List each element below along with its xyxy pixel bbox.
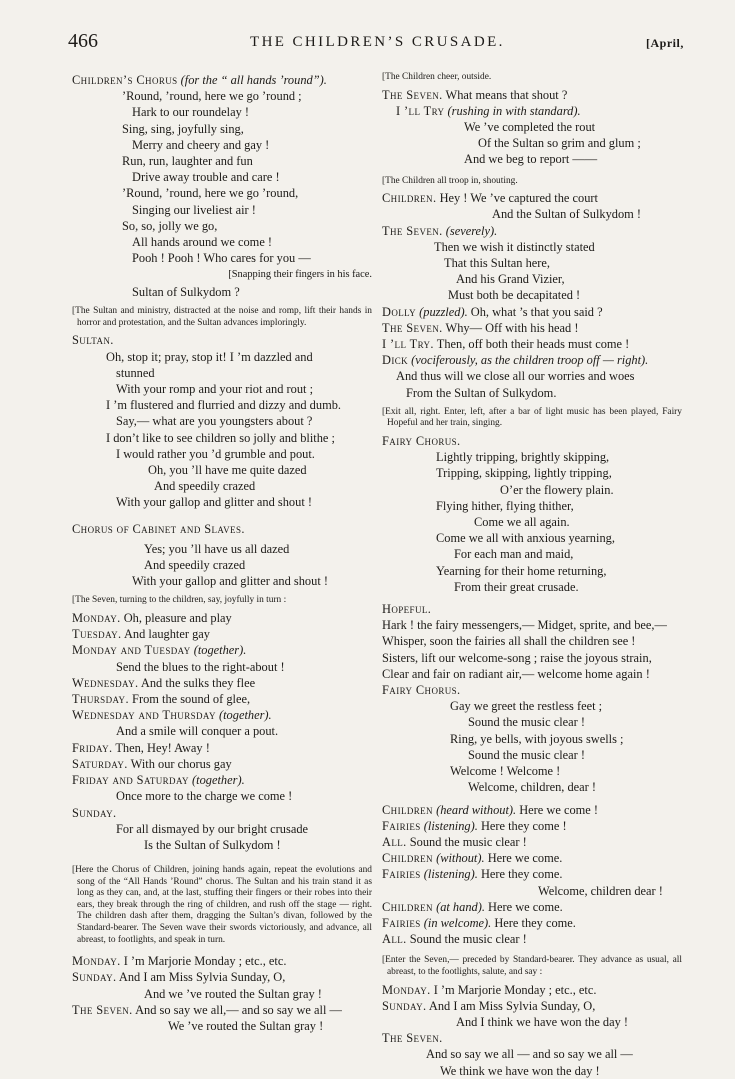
dialogue-line	[382, 818, 682, 834]
speaker-name: Sunday.	[72, 805, 117, 820]
dialogue-text: Here they come !	[477, 818, 567, 833]
dialogue-line	[72, 953, 372, 969]
stage-note: (listening).	[420, 867, 478, 882]
verse-line: From their great crusade.	[454, 579, 579, 594]
verse-line: Come we all with anxious yearning,	[436, 531, 615, 546]
verse-line: Merry and cheery and gay !	[132, 137, 270, 152]
issue-month: [April,	[646, 36, 684, 50]
stage-note: (together).	[190, 643, 247, 658]
verse-line: Sisters, lift our welcome-song ; raise the joyous strain,	[382, 650, 652, 665]
verse-line: So, so, jolly we go,	[122, 218, 218, 233]
dialogue-text: Then, Hey! Away !	[112, 740, 210, 755]
speaker-name: Sunday.	[382, 998, 427, 1013]
running-title: THE CHILDREN’S CRUSADE.	[250, 34, 505, 50]
speaker-name: Fairy Chorus.	[382, 683, 461, 698]
dialogue-text: Oh, pleasure and play	[120, 611, 232, 626]
verse-line: Send the blues to the right-about !	[116, 659, 285, 674]
dialogue-line	[72, 740, 372, 756]
verse-line: With your gallop and glitter and shout !	[116, 495, 312, 510]
dialogue-line	[72, 642, 372, 658]
speaker-name: Monday and Tuesday	[72, 643, 191, 658]
speaker-name: Children.	[382, 191, 437, 206]
stage-direction: [The Sultan and ministry, distracted at the noise and romp, lift their hands in horror and protestation, and the Sultan advances imploringly.	[72, 306, 372, 328]
verse-line: Sultan of Sulkydom ?	[132, 285, 240, 300]
speaker-name: I ’ll Try	[396, 103, 445, 118]
verse-line: Lightly tripping, brightly skipping,	[436, 450, 610, 465]
dialogue-text: And so say we all,— and so say we all —	[132, 1002, 342, 1017]
verse-line: And we ’ve routed the Sultan gray !	[144, 986, 322, 1001]
verse-line: Is the Sultan of Sulkydom !	[144, 837, 281, 852]
speaker-line	[72, 72, 372, 88]
verse-line: stunned	[116, 365, 155, 380]
verse-line: Sound the music clear !	[468, 715, 585, 730]
dialogue-text: And I am Miss Sylvia Sunday, O,	[116, 970, 286, 985]
dialogue-line	[382, 336, 682, 352]
stage-note: (listening).	[420, 818, 478, 833]
verse-line: Hark to our roundelay !	[132, 105, 249, 120]
verse-line: Welcome, children dear !	[538, 883, 663, 898]
speaker-name: Monday.	[72, 954, 121, 969]
stage-note: (in welcome).	[420, 915, 492, 930]
dialogue-text: Why— Off with his head !	[442, 320, 579, 335]
verse-line: With your gallop and glitter and shout !	[132, 574, 328, 589]
verse-line: Hark ! the fairy messengers,— Midget, sprite, and bee,—	[382, 618, 667, 633]
dialogue-text: Here we come.	[484, 899, 563, 914]
verse-line: Yes; you ’ll have us all dazed	[144, 541, 290, 556]
verse-line: I would rather you ’d grumble and pout.	[116, 446, 315, 461]
verse-line: Gay we greet the restless feet ;	[450, 699, 603, 714]
dialogue-line	[382, 223, 682, 239]
dialogue-line	[382, 87, 682, 103]
stage-direction: [Here the Chorus of Children, joining hands again, repeat the evolutions and song of the “All Hands ’Round” chorus. The Sultan and his train stand it as long as they can, and, at the last, stuffing their fingers or their robes into their ears, they break through the ring of children, and rush off the stage — right. The children dash after them, dragging the Sultan’s divan, followed by the Standard-bearer. The Seven wave their swords victoriously, and advance, all abreast, to footlights, and speak in turn.	[72, 865, 372, 945]
dialogue-text: Hey ! We ’ve captured the court	[436, 191, 598, 206]
verse-line: And his Grand Vizier,	[456, 272, 565, 287]
speaker-name: Thursday.	[72, 692, 129, 707]
verse-line: For each man and maid,	[454, 547, 574, 562]
stage-direction: [Snapping their fingers in his face.	[228, 269, 372, 281]
verse-line: Run, run, laughter and fun	[122, 154, 253, 169]
dialogue-line	[382, 915, 682, 931]
verse-line: And I think we have won the day !	[456, 1014, 629, 1029]
speaker-name: The Seven.	[382, 87, 443, 102]
verse-line: ’Round, ’round, here we go ’round,	[122, 186, 299, 201]
stage-note: (together).	[188, 773, 245, 788]
stage-note: (for the “ all hands ’round”).	[177, 73, 327, 87]
stage-note: (severely).	[442, 223, 498, 238]
dialogue-text: Here we come.	[484, 851, 563, 866]
speaker-name: Saturday.	[72, 756, 128, 771]
speaker-name: Wednesday and Thursday	[72, 708, 216, 723]
verse-line: And thus will we close all our worries and woes	[396, 369, 635, 384]
speaker-name: Children	[382, 899, 433, 914]
stage-note: (rushing in with standard).	[444, 103, 581, 118]
verse-line: And the Sultan of Sulkydom !	[492, 207, 642, 222]
verse-line: I ’m flustered and flurried and dizzy and dumb.	[106, 398, 341, 413]
verse-line: And speedily crazed	[154, 479, 256, 494]
dialogue-text: What means that shout ?	[442, 87, 568, 102]
verse-line: For all dismayed by our bright crusade	[116, 821, 309, 836]
verse-line: Yearning for their home returning,	[436, 563, 607, 578]
dialogue-line	[72, 610, 372, 626]
dialogue-line	[382, 866, 682, 882]
speaker-name: Tuesday.	[72, 627, 122, 642]
verse-line: Oh, you ’ll have me quite dazed	[148, 463, 307, 478]
speaker-name: Dolly	[382, 304, 417, 319]
speaker-name: Sultan.	[72, 333, 114, 348]
verse-line: And we beg to report ——	[464, 152, 598, 167]
dialogue-text: Sound the music clear !	[406, 834, 527, 849]
speaker-name: Fairies	[382, 818, 421, 833]
dialogue-text: From the sound of glee,	[128, 692, 251, 707]
stage-direction: [Exit all, right. Enter, left, after a bar of light music has been played, Fairy Hopeful and her train, singing.	[382, 406, 682, 429]
dialogue-line	[382, 899, 682, 915]
verse-line: Singing our liveliest air !	[132, 202, 256, 217]
verse-line: Clear and fair on radiant air,— welcome home again !	[382, 666, 650, 681]
verse-line: Say,— what are you youngsters about ?	[116, 414, 313, 429]
dialogue-text: And laughter gay	[121, 627, 210, 642]
stage-direction: [The Seven, turning to the children, say, joyfully in turn :	[72, 595, 287, 606]
dialogue-line	[382, 352, 682, 368]
stage-note: (heard without).	[432, 802, 517, 817]
verse-line: And speedily crazed	[144, 558, 246, 573]
verse-line: Come we all again.	[474, 515, 570, 530]
right-column	[382, 72, 682, 1079]
stage-direction: [The Children cheer, outside.	[382, 72, 492, 82]
verse-line: Ring, ye bells, with joyous swells ;	[450, 731, 624, 746]
dialogue-text: I ’m Marjorie Monday ; etc., etc.	[430, 982, 597, 997]
verse-line: And a smile will conquer a pout.	[116, 724, 279, 739]
left-column	[72, 72, 372, 1034]
speaker-name: The Seven.	[382, 320, 443, 335]
verse-line: Of the Sultan so grim and glum ;	[478, 136, 641, 151]
verse-line: With your romp and your riot and rout ;	[116, 382, 314, 397]
speaker-name: Monday.	[72, 611, 121, 626]
dialogue-line	[72, 675, 372, 691]
dialogue-text: And the sulks they flee	[138, 675, 256, 690]
speaker-name: Children	[382, 851, 433, 866]
verse-line: O’er the flowery plain.	[500, 482, 614, 497]
page-number: 466	[68, 30, 98, 52]
verse-line: Oh, stop it; pray, stop it! I ’m dazzled and	[106, 349, 313, 364]
verse-line: Welcome, children, dear !	[468, 780, 597, 795]
speaker-name: The Seven.	[72, 1002, 133, 1017]
verse-line: Flying hither, flying thither,	[436, 498, 574, 513]
dialogue-line	[72, 772, 372, 788]
stage-note: (at hand).	[432, 899, 485, 914]
speaker-name: Fairies	[382, 867, 421, 882]
speaker-name: Children	[382, 802, 433, 817]
dialogue-line	[382, 931, 682, 947]
dialogue-text: I ’m Marjorie Monday ; etc., etc.	[120, 954, 287, 969]
verse-line: ’Round, ’round, here we go ’round ;	[122, 89, 302, 104]
verse-line: Once more to the charge we come !	[116, 789, 293, 804]
speaker-name: All.	[382, 834, 407, 849]
speaker-name: Sunday.	[72, 970, 117, 985]
speaker-name: The Seven.	[382, 1031, 443, 1046]
stage-direction: [Enter the Seven,— preceded by Standard-bearer. They advance as usual, all abreast, to the footlights, salute, and say :	[382, 955, 682, 977]
dialogue-line	[382, 834, 682, 850]
dialogue-line	[72, 626, 372, 642]
speaker-name: All.	[382, 932, 407, 947]
speaker-name: The Seven.	[382, 223, 443, 238]
dialogue-line	[382, 802, 682, 818]
verse-line: Drive away trouble and care !	[132, 170, 280, 185]
stage-note: (puzzled).	[416, 304, 468, 319]
verse-line: Sing, sing, joyfully sing,	[122, 121, 244, 136]
verse-line: And so say we all — and so say we all —	[426, 1047, 633, 1062]
speaker-name: I ’ll Try.	[382, 337, 434, 352]
verse-line: Then we wish it distinctly stated	[434, 239, 595, 254]
dialogue-line	[382, 304, 682, 320]
dialogue-line	[72, 707, 372, 723]
verse-line: That this Sultan here,	[444, 256, 550, 271]
dialogue-text: Here they come.	[491, 915, 576, 930]
verse-line: All hands around we come !	[132, 235, 273, 250]
verse-line: Sound the music clear !	[468, 747, 585, 762]
verse-line: Welcome ! Welcome !	[450, 764, 561, 779]
verse-line: Whisper, soon the fairies all shall the children see !	[382, 634, 636, 649]
speaker-name: Friday and Saturday	[72, 773, 189, 788]
verse-line: From the Sultan of Sulkydom.	[406, 385, 557, 400]
stage-note: (together).	[215, 708, 272, 723]
dialogue-text: Sound the music clear !	[406, 932, 527, 947]
dialogue-line	[382, 190, 682, 206]
dialogue-text: With our chorus gay	[127, 756, 232, 771]
dialogue-line	[382, 982, 682, 998]
dialogue-line	[382, 320, 682, 336]
speaker-name: Chorus of Cabinet and Slaves.	[72, 521, 245, 536]
dialogue-text: Here we come !	[516, 802, 599, 817]
speaker-name: Monday.	[382, 982, 431, 997]
verse-line: Must both be decapitated !	[448, 288, 581, 303]
dialogue-line	[72, 1002, 372, 1018]
dialogue-line	[72, 691, 372, 707]
speaker-name: Hopeful.	[382, 602, 432, 617]
speaker-name: Fairy Chorus.	[382, 434, 461, 449]
speaker-name: Wednesday.	[72, 675, 139, 690]
dialogue-text: Oh, what ’s that you said ?	[467, 304, 603, 319]
verse-line: Tripping, skipping, lightly tripping,	[436, 466, 612, 481]
stage-note: (vociferously, as the children troop off — right).	[408, 353, 649, 368]
speaker-name: Children’s Chorus	[72, 73, 178, 87]
verse-line: We ’ve completed the rout	[464, 120, 596, 134]
dialogue-line	[72, 969, 372, 985]
dialogue-line	[72, 756, 372, 772]
stage-direction: [The Children all troop in, shouting.	[382, 175, 518, 186]
speaker-name: Friday.	[72, 740, 113, 755]
speaker-name: Dick	[382, 353, 409, 368]
speaker-name: Fairies	[382, 915, 421, 930]
running-header	[0, 0, 735, 60]
dialogue-text: Then, off both their heads must come !	[433, 337, 630, 352]
stage-note: (without).	[432, 851, 485, 866]
dialogue-line	[382, 850, 682, 866]
dialogue-line	[382, 998, 682, 1014]
dialogue-text: Here they come.	[477, 867, 563, 882]
dialogue-text: And I am Miss Sylvia Sunday, O,	[426, 998, 596, 1013]
verse-line: We think we have won the day !	[440, 1063, 600, 1078]
verse-line: We ’ve routed the Sultan gray !	[168, 1019, 324, 1034]
verse-line: I don’t like to see children so jolly and blithe ;	[106, 430, 335, 445]
verse-line: Pooh ! Pooh ! Who cares for you —	[132, 251, 311, 266]
dialogue-line	[382, 103, 682, 119]
